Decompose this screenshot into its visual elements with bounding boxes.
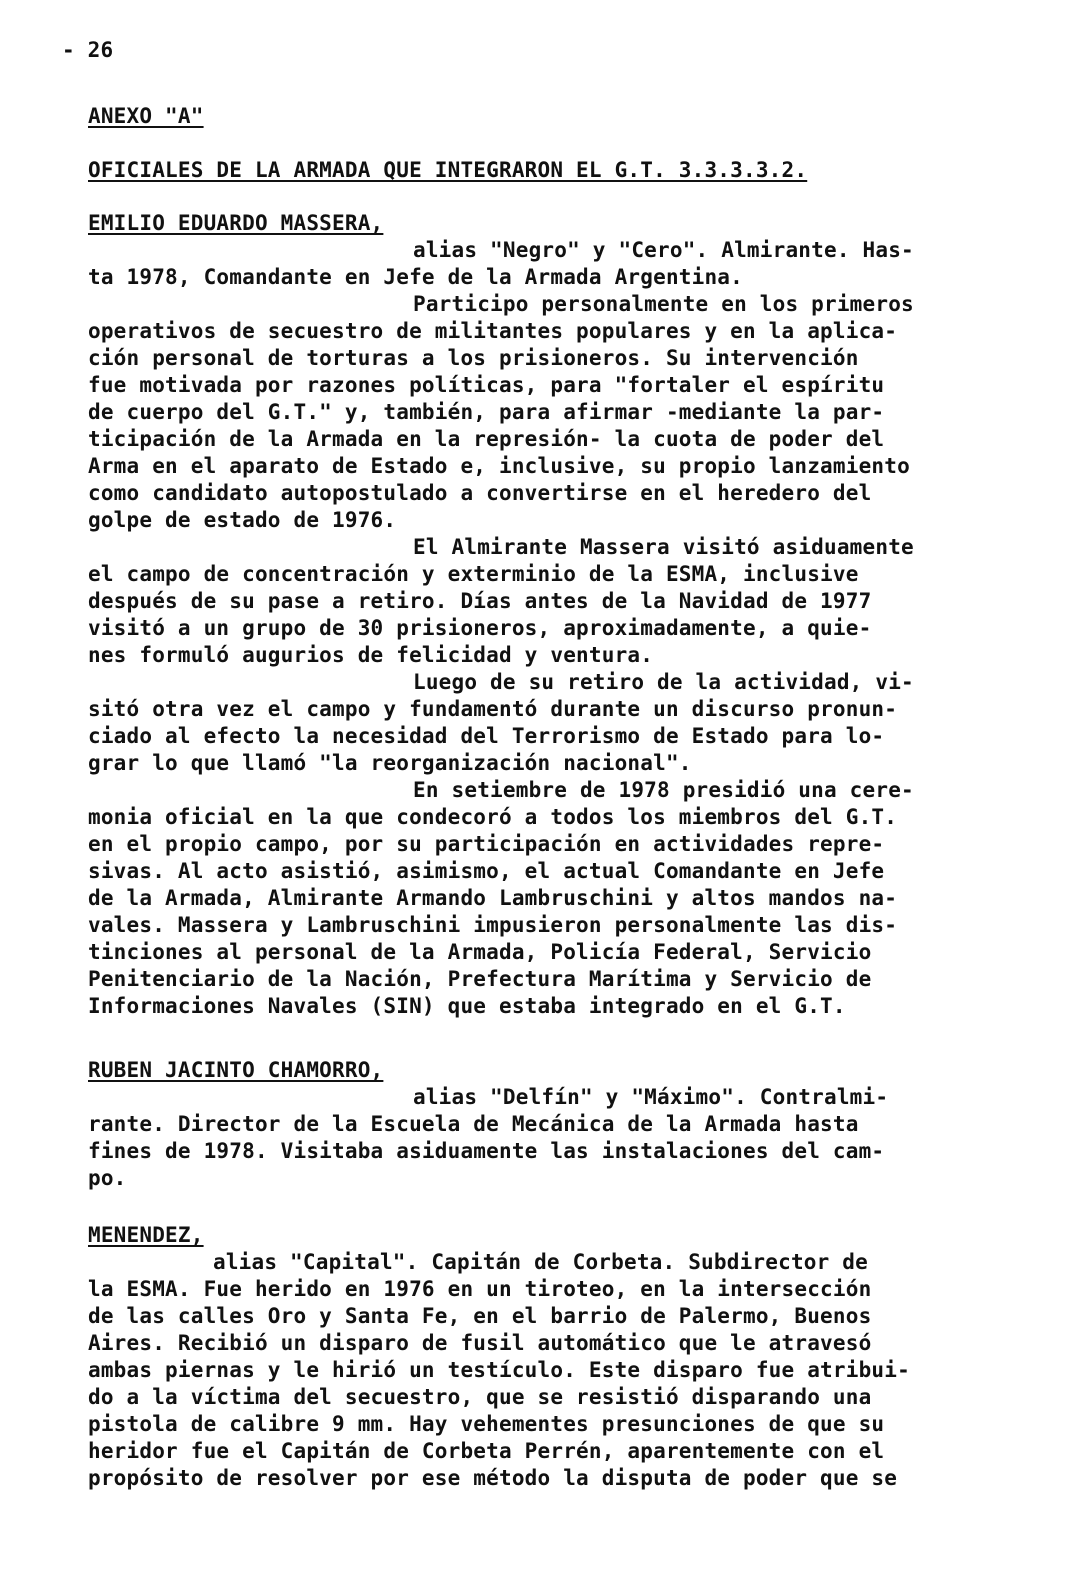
entry-text-line: ción personal de torturas a los prisioneros. Su intervención <box>88 346 859 370</box>
entry-text-line: Aires. Recibió un disparo de fusil automático que le atravesó <box>88 1331 872 1355</box>
entry-text-line: alias "Delfín" y "Máximo". Contralmi- <box>413 1085 889 1109</box>
entry-text-line: de la Armada, Almirante Armando Lambruschini y altos mandos na- <box>88 886 898 910</box>
entry-text-line: tinciones al personal de la Armada, Policía Federal, Servicio <box>88 940 872 964</box>
entry-text-line: pistola de calibre 9 mm. Hay vehementes presunciones de que su <box>88 1412 885 1436</box>
entry-text-line: Luego de su retiro de la actividad, vi- <box>413 670 914 694</box>
section-title: OFICIALES DE LA ARMADA QUE INTEGRARON EL G.T. 3.3.3.3.2. <box>88 158 808 182</box>
entry-text-line: en el propio campo, por su participación en actividades repre- <box>88 832 885 856</box>
entry-text-line: alias "Capital". Capitán de Corbeta. Subdirector de <box>213 1250 868 1274</box>
entry-text-line: visitó a un grupo de 30 prisioneros, aproximadamente, a quie- <box>88 616 872 640</box>
entry-name: EMILIO EDUARDO MASSERA, <box>88 211 384 235</box>
entry-name: RUBEN JACINTO CHAMORRO, <box>88 1058 384 1082</box>
entry-text-line: alias "Negro" y "Cero". Almirante. Has- <box>413 238 914 262</box>
entry-name: MENENDEZ, <box>88 1223 204 1247</box>
annex-title: ANEXO "A" <box>88 104 204 128</box>
entry-text-line: vales. Massera y Lambruschini impusieron personalmente las dis- <box>88 913 898 937</box>
entry-text-line: monia oficial en la que condecoró a todos los miembros del G.T. <box>88 805 898 829</box>
entry-text-line: ciado al efecto la necesidad del Terrorismo de Estado para lo- <box>88 724 885 748</box>
entry-text-line: heridor fue el Capitán de Corbeta Perrén, aparentemente con el <box>88 1439 885 1463</box>
entry-text-line: po. <box>88 1166 127 1190</box>
entry-text-line: después de su pase a retiro. Días antes de la Navidad de 1977 <box>88 589 872 613</box>
entry-text-line: Informaciones Navales (SIN) que estaba integrado en el G.T. <box>88 994 846 1018</box>
entry-text-line: nes formuló augurios de felicidad y ventura. <box>88 643 654 667</box>
entry-text-line: golpe de estado de 1976. <box>88 508 397 532</box>
entry-text-line: la ESMA. Fue herido en 1976 en un tiroteo, en la intersección <box>88 1277 872 1301</box>
entry-text-line: do a la víctima del secuestro, que se resistió disparando una <box>88 1385 872 1409</box>
entry-text-line: de cuerpo del G.T." y, también, para afirmar -mediante la par- <box>88 400 885 424</box>
entry-text-line: En setiembre de 1978 presidió una cere- <box>413 778 914 802</box>
entry-text-line: operativos de secuestro de militantes populares y en la aplica- <box>88 319 898 343</box>
entry-text-line: Penitenciario de la Nación, Prefectura Marítima y Servicio de <box>88 967 872 991</box>
entry-text-line: sitó otra vez el campo y fundamentó durante un discurso pronun- <box>88 697 898 721</box>
entry-text-line: como candidato autopostulado a convertirse en el heredero del <box>88 481 872 505</box>
entry-text-line: fines de 1978. Visitaba asiduamente las instalaciones del cam- <box>88 1139 885 1163</box>
entry-text-line: El Almirante Massera visitó asiduamente <box>413 535 914 559</box>
entry-text-line: propósito de resolver por ese método la disputa de poder que se <box>88 1466 898 1490</box>
entry-text-line: Arma en el aparato de Estado e, inclusive, su propio lanzamiento <box>88 454 910 478</box>
entry-text-line: grar lo que llamó "la reorganización nacional". <box>88 751 692 775</box>
entry-text-line: sivas. Al acto asistió, asimismo, el actual Comandante en Jefe <box>88 859 885 883</box>
entry-text-line: ambas piernas y le hirió un testículo. Este disparo fue atribui- <box>88 1358 910 1382</box>
entry-text-line: el campo de concentración y exterminio de la ESMA, inclusive <box>88 562 859 586</box>
entry-text-line: ta 1978, Comandante en Jefe de la Armada Argentina. <box>88 265 743 289</box>
entry-text-line: Participo personalmente en los primeros <box>413 292 914 316</box>
entry-text-line: fue motivada por razones políticas, para "fortaler el espíritu <box>88 373 885 397</box>
entry-text-line: ticipación de la Armada en la represión- la cuota de poder del <box>88 427 885 451</box>
entry-text-line: rante. Director de la Escuela de Mecánica de la Armada hasta <box>88 1112 859 1136</box>
entry-text-line: de las calles Oro y Santa Fe, en el barrio de Palermo, Buenos <box>88 1304 872 1328</box>
page-number: - 26 <box>62 38 114 62</box>
